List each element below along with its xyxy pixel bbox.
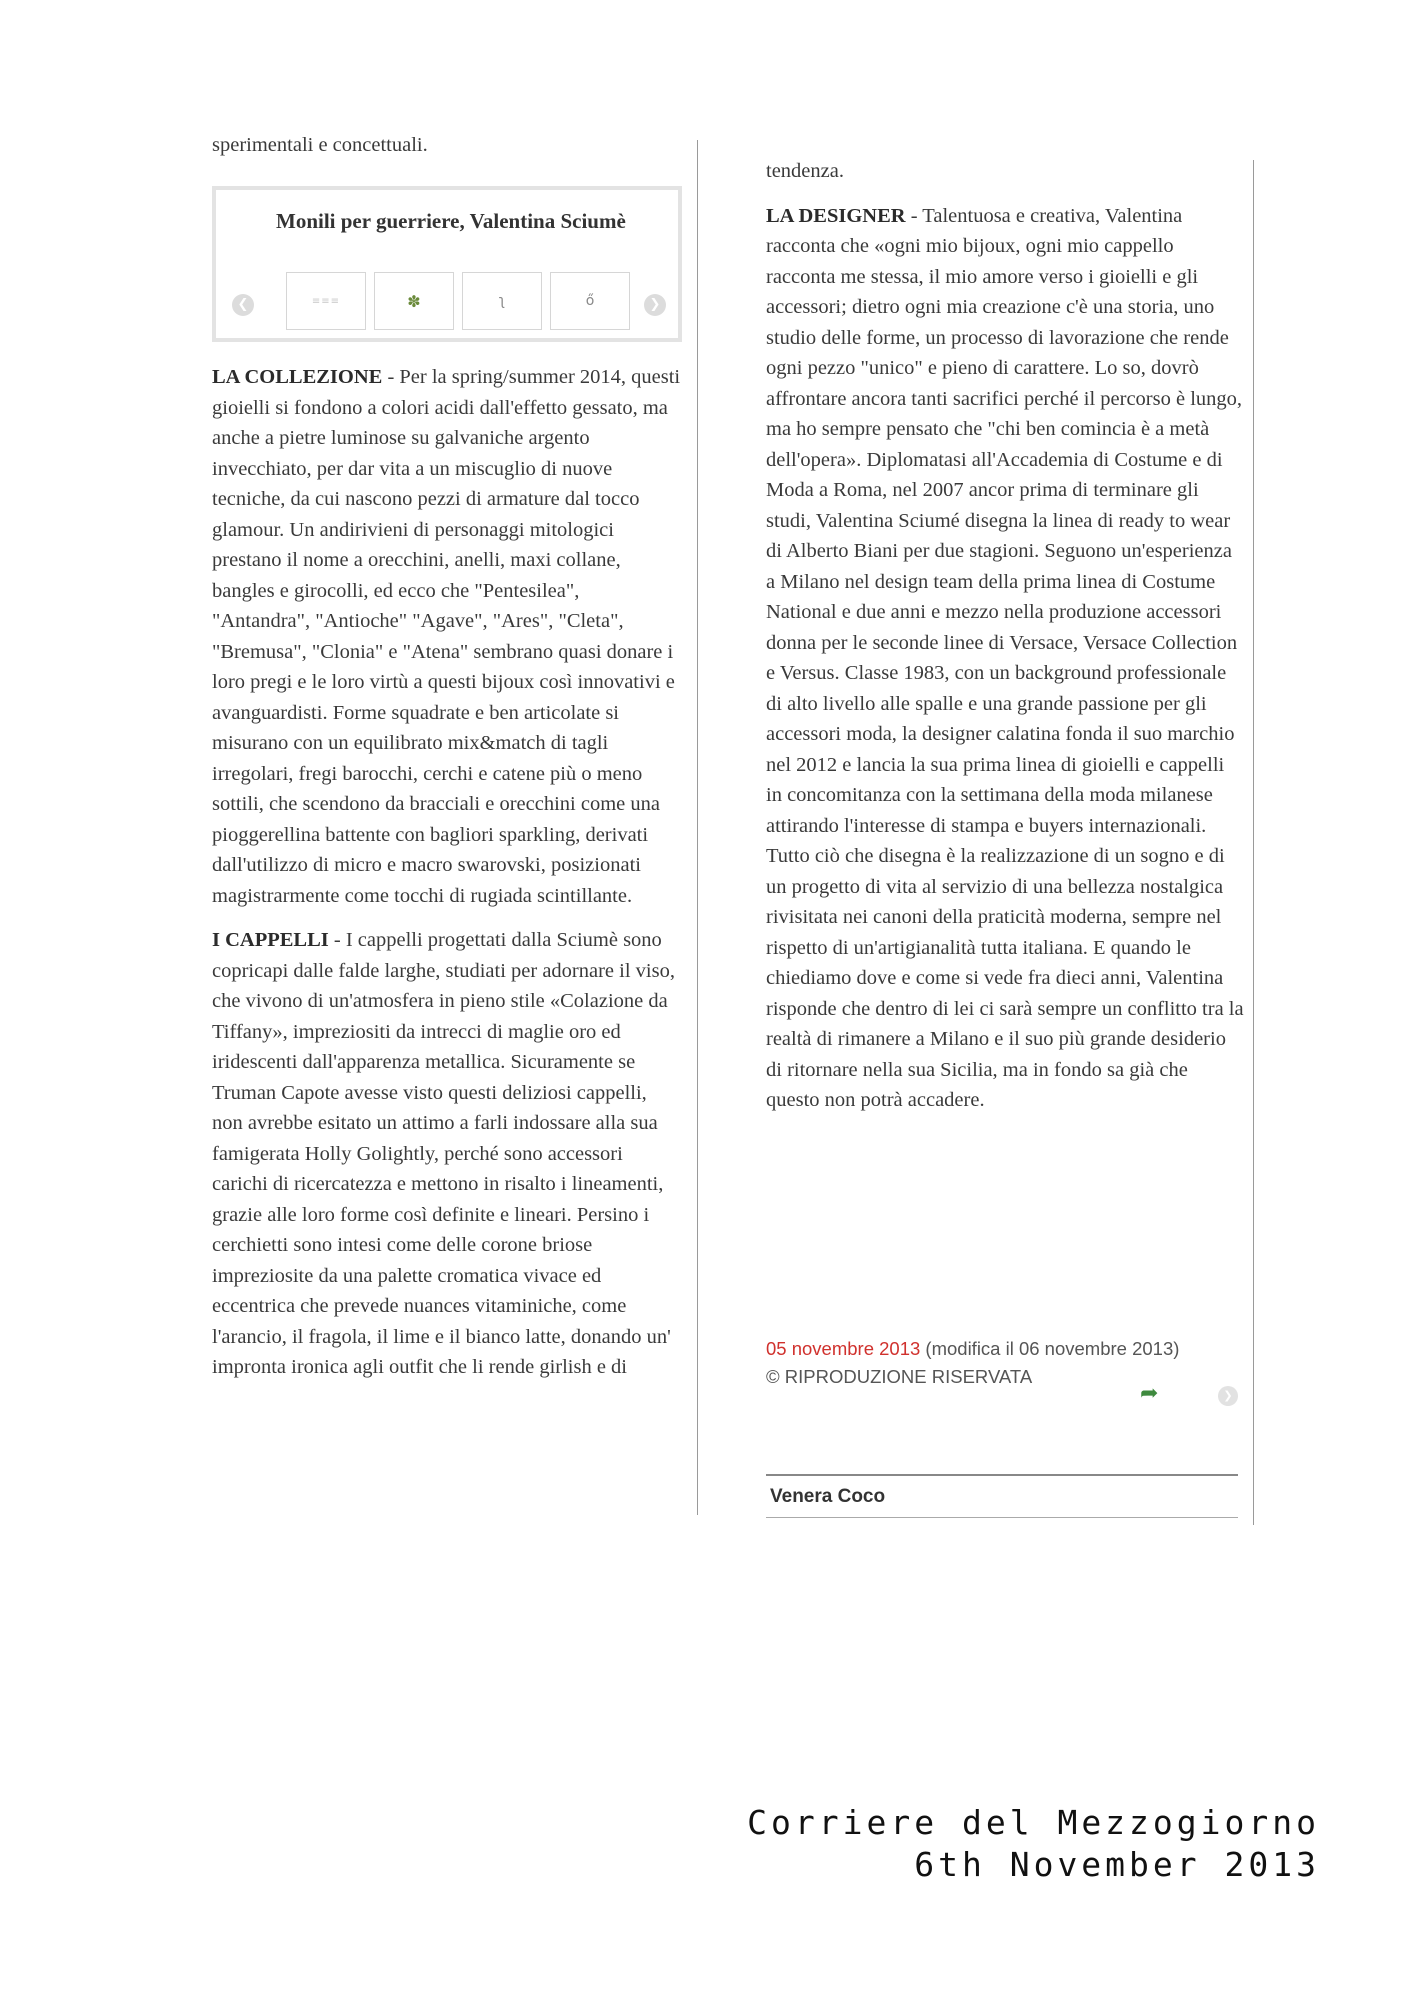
gallery-thumbnail[interactable]: ő [550, 272, 630, 330]
article-body-left [212, 362, 682, 1397]
text-cappelli: - I cappelli progettati dalla Sciumè sono copricapi dalle falde larghe, studiati per adornare il viso, che vivono di un'atmosfera in pieno stile «Colazione da Tiffany», impreziositi da intrecci di maglie oro ed iridescenti dall'apparenza metallica. Sicuramente se Truman Capote avesse visto questi deliziosi cappelli, non avrebbe esitato un attimo a farli indossare alla sua famigerata Holly Golightly, perché sono accessori carichi di ricercatezza e mettono in risalto i lineamenti, grazie alle loro forme così definite e lineari. Persino i cerchietti sono intesi come delle corone briose impreziosite da una palette cromatica vivace ed eccentrica che prevede nuances vitaminiche, come l'arancio, il fragola, il lime e il bianco latte, donando un' impronta ironica agli outfit che li rende girlish e di [212, 929, 675, 1378]
gallery-thumbnail[interactable]: ✽ [374, 272, 454, 330]
article-column-left [212, 130, 682, 175]
modified-date: (modifica il 06 novembre 2013) [920, 1338, 1180, 1359]
text-collezione: - Per la spring/summer 2014, questi gioielli si fondono a colori acidi dall'effetto gessato, ma anche a pietre luminose su galvaniche argento invecchiato, per dar vita a un miscuglio di nuove tecniche, da cui nascono pezzi di armature dal tocco glamour. Un andirivieni di personaggi mitologici prestano il nome a orecchini, anelli, maxi collane, bangles e girocolli, ed ecco che "Pentesilea", "Antandra", "Antioche" "Agave", "Ares", "Cleta", "Bremusa", "Clonia" e "Atena" sembrano quasi donare i loro pregi e le loro virtù a questi bijoux così innovativi e avanguardisti. Forme squadrate e ben articolate si misurano con un equilibrato mix&match di tagli irregolari, fregi barocchi, cerchi e catene più o meno sottili, che scendono da bracciali e orecchini come una pioggerellina battente con bagliori sparkling, derivati dall'utilizzo di micro e macro swarovski, posizionati magistrarmente come tocchi di rugiada scintillante. [212, 366, 681, 907]
rights-notice: © RIPRODUZIONE RISERVATA [766, 1366, 1033, 1387]
article-column-right [766, 156, 1244, 1130]
source-date: 6th November 2013 [914, 1845, 1320, 1884]
photo-gallery[interactable] [212, 186, 682, 342]
paragraph-cappelli [212, 925, 682, 1383]
paragraph-collezione [212, 362, 682, 911]
gallery-thumbnails [286, 272, 632, 330]
chevron-right-icon[interactable]: ❯ [1218, 1386, 1238, 1406]
publication-date-line [766, 1335, 1256, 1363]
lead-cappelli: I CAPPELLI [212, 929, 329, 951]
article-meta [766, 1335, 1256, 1391]
paragraph-designer [766, 201, 1244, 1116]
source-publication: Corriere del Mezzogiorno [747, 1803, 1320, 1842]
source-caption [747, 1802, 1320, 1886]
column-divider-right [1253, 160, 1254, 1525]
intro-tail: sperimentali e concettuali. [212, 134, 428, 156]
lead-collezione: LA COLLEZIONE [212, 366, 383, 388]
chevron-left-icon[interactable]: ❮ [232, 294, 254, 316]
author-name[interactable]: Venera Coco [770, 1486, 886, 1507]
gallery-thumbnail[interactable]: ≡≡≡ [286, 272, 366, 330]
text-designer: - Talentuosa e creativa, Valentina racconta che «ogni mio bijoux, ogni mio cappello racconta me stessa, il mio amore verso i gioielli e gli accessori; dietro ogni mia creazione c'è una storia, uno studio delle forme, un processo di lavorazione che rende ogni pezzo "unico" e pieno di carattere. Lo so, dovrò affrontare ancora tanti sacrifici perché il percorso è lungo, ma ho sempre pensato che "chi ben comincia è a metà dell'opera». Diplomatasi all'Accademia di Costume e di Moda a Roma, nel 2007 ancor prima di terminare gli studi, Valentina Sciumé disegna la linea di ready to wear di Alberto Biani per due stagioni. Seguono un'esperienza a Milano nel design team della prima linea di Costume National e due anni e mezzo nella produzione accessori donna per le seconde linee di Versace, Versace Collection e Versus. Classe 1983, con un background professionale di alto livello alle spalle e una grande passione per gli accessori moda, la designer calatina fonda il suo marchio nel 2012 e lancia la sua prima linea di gioielli e cappelli in concomitanza con la settimana della moda milanese attirando l'interesse di stampa e buyers internazionali. Tutto ciò che disegna è la realizzazione di un sogno e di un progetto di vita al servizio di una bellezza nostalgica rivisitata nei canoni della praticità moderna, sempre nel rispetto di un'artigianalità tutta italiana. E quando le chiediamo dove e come si vede fra dieci anni, Valentina risponde che dentro di lei ci sarà sempre un conflitto tra la realtà di rimanere a Milano e il suo più grande desiderio di ritornare nella sua Sicilia, ma in fondo sa già che questo non potrà accadere. [766, 204, 1244, 1111]
lead-designer: LA DESIGNER [766, 204, 906, 227]
continuation-text: tendenza. [766, 160, 844, 182]
chevron-right-icon[interactable]: ❯ [644, 294, 666, 316]
gallery-thumbnail[interactable]: ʅ [462, 272, 542, 330]
publication-date: 05 novembre 2013 [766, 1338, 921, 1359]
share-arrow-icon[interactable]: ➦ [1140, 1381, 1159, 1406]
author-rule-bottom [766, 1517, 1238, 1518]
gallery-title[interactable]: Monili per guerriere, Valentina Sciumè [276, 209, 626, 233]
author-rule-top [766, 1474, 1238, 1476]
column-divider-left [697, 140, 698, 1515]
